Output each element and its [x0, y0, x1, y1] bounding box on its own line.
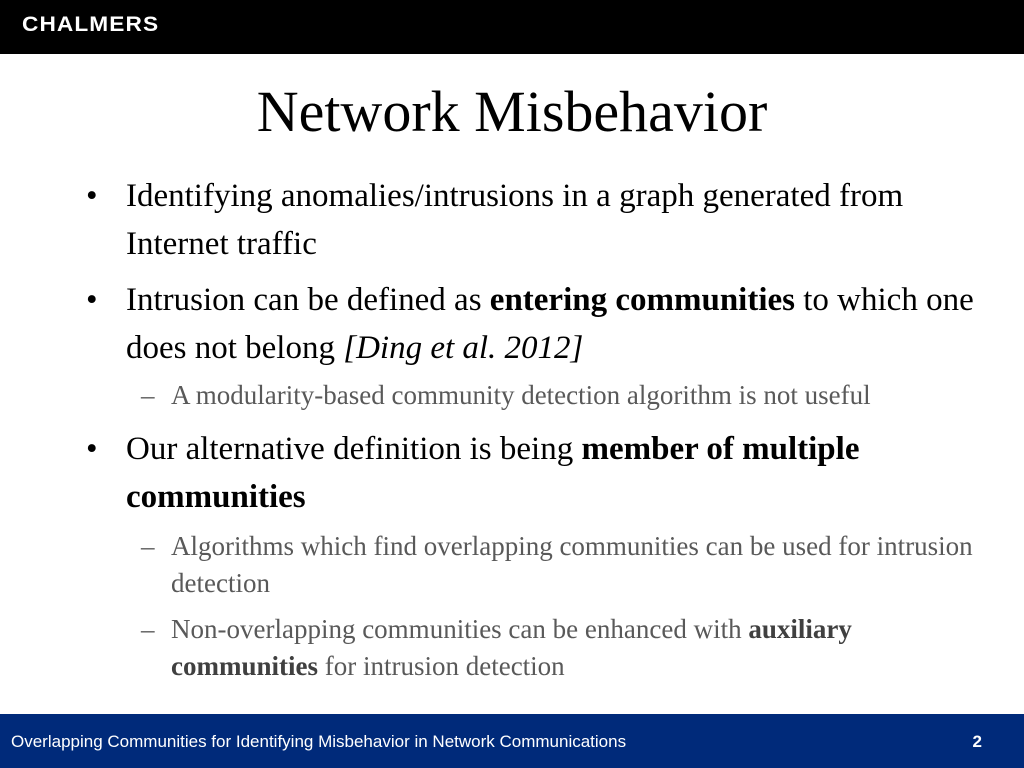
bullet-item-3: [86, 425, 1006, 521]
dash-icon: –: [141, 614, 155, 644]
bullet-bold-text: member of multiple communities: [126, 431, 860, 515]
bullet-text: Our alternative definition is being: [126, 431, 582, 467]
sub-bullet-bold-text: auxiliary communities: [171, 614, 852, 681]
sub-bullet-text: Algorithms which find overlapping communities can be used for intrusion detection: [171, 531, 973, 598]
footer-bar: [0, 714, 1024, 768]
bullet-text-cont: to which one does not belong: [126, 282, 974, 366]
sub-bullet-text-cont: for intrusion detection: [317, 651, 565, 681]
bullet-icon: •: [86, 178, 98, 214]
citation: [Ding et al. 2012]: [343, 330, 584, 366]
bullet-text: Identifying anomalies/intrusions in a graph generated from Internet traffic: [126, 178, 904, 262]
sub-bullet-text: Non-overlapping communities can be enhanced with: [171, 614, 749, 644]
sub-bullet-text: A modularity-based community detection algorithm is not useful: [171, 380, 871, 410]
bullet-item-1: [86, 172, 1006, 268]
bullet-text: Intrusion can be defined as: [126, 282, 490, 318]
bullet-item-2: [86, 276, 1006, 372]
bullet-bold-text: entering communities: [489, 282, 795, 318]
sub-bullet-item-3: [141, 611, 1001, 685]
page-number: 2: [972, 732, 982, 751]
bullet-icon: •: [86, 282, 98, 318]
sub-bullet-item-1: [141, 377, 1001, 414]
sub-bullet-item-2: [141, 528, 1001, 602]
slide-title: Network Misbehavior: [256, 79, 768, 144]
footer-title: Overlapping Communities for Identifying Misbehavior in Network Communications: [11, 732, 627, 751]
dash-icon: –: [141, 380, 155, 410]
chalmers-logo: CHALMERS: [22, 13, 160, 36]
dash-icon: –: [141, 531, 155, 561]
bullet-icon: •: [86, 431, 98, 467]
